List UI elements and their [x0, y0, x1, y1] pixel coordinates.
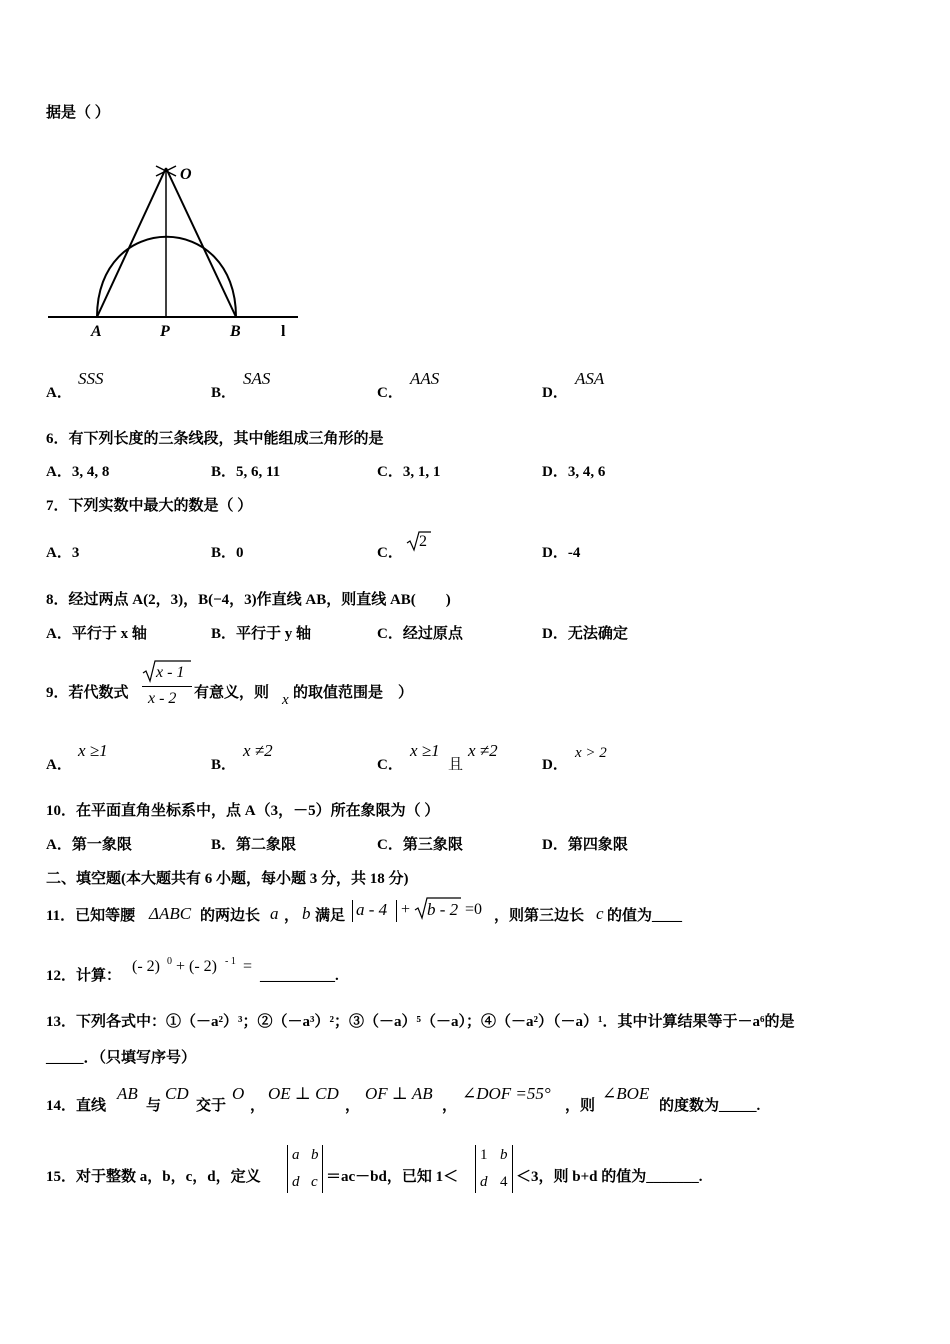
segment-ob [166, 168, 236, 317]
q6-option-c: C．3, 1, 1 [377, 464, 441, 480]
q5-option-a-value: SSS [78, 369, 104, 388]
q11-end: 的值为____ [607, 908, 683, 924]
det2-d: d [480, 1174, 488, 1190]
q14-end: 的度数为_____. [659, 1098, 761, 1114]
q15-prefix: 15．对于整数 a，b，c，d，定义 [46, 1169, 261, 1185]
q14-ab: AB [117, 1084, 138, 1103]
q7-sqrt-arg: 2 [419, 533, 427, 550]
q9-stem-prefix: 9．若代数式 [46, 685, 129, 701]
q9-option-c-value2: x ≠2 [468, 741, 498, 760]
q12-prefix: 12．计算： [46, 968, 122, 984]
q7-option-d: D．-4 [542, 545, 581, 561]
q13-line1: 13．下列各式中：①（－a²）³；②（－a³）²；③（－a）⁵（－a）；④（－a²）（－a）¹．其中计算结果等于－a⁶的是 [46, 1014, 795, 1030]
q5-option-c-letter: C． [377, 385, 403, 401]
q14-intersect: 交于 [196, 1098, 227, 1114]
q9-var: x [282, 692, 289, 708]
q10-option-b: B．第二象限 [211, 837, 297, 853]
q8-option-a: A．平行于 x 轴 [46, 626, 147, 642]
label-p: P [160, 323, 170, 340]
q5-option-c-value: AAS [410, 369, 440, 388]
q12-exp2: - 1 [225, 956, 236, 967]
q9-denominator: x - 2 [148, 690, 177, 707]
q10-option-d: D．第四象限 [542, 837, 628, 853]
q6-option-b: B．5, 6, 11 [211, 464, 281, 480]
q11-triangle: ΔABC [149, 904, 192, 923]
q9-option-d-letter: D． [542, 757, 568, 773]
q14-perp1: OE ⊥ CD [268, 1084, 339, 1103]
q5-option-d-letter: D． [542, 385, 568, 401]
q7-stem: 7．下列实数中最大的数是（ ） [46, 498, 253, 514]
q8-option-c: C．经过原点 [377, 626, 463, 642]
det2-bar-left [475, 1145, 476, 1193]
q11-suffix: ，则第三边长 [494, 908, 585, 924]
q8-option-d: D．无法确定 [542, 626, 628, 642]
q5-option-b-value: SAS [243, 369, 271, 388]
q7-option-c: C． [377, 545, 403, 561]
q12-expr1: (- 2) [132, 958, 160, 975]
q6-stem: 6．有下列长度的三条线段，其中能组成三角形的是 [46, 431, 384, 447]
q9-stem-mid: 有意义，则 [194, 685, 270, 701]
q12-blank: __________. [260, 968, 339, 984]
q12-eq: = [243, 958, 253, 975]
q12-exp1: 0 [167, 956, 172, 967]
q9-option-b-value: x ≠2 [243, 741, 273, 760]
label-a: A [91, 323, 102, 340]
q9-option-a-value: x ≥1 [78, 741, 108, 760]
det2-b: b [500, 1147, 508, 1163]
q11-abs-content: a - 4 [356, 900, 388, 919]
det1-a: a [292, 1147, 300, 1163]
q11-c: c [596, 904, 604, 923]
q15-end: ＜3，则 b+d 的值为_______. [516, 1169, 703, 1185]
q5-option-b-letter: B． [211, 385, 237, 401]
q6-option-d: D．3, 4, 6 [542, 464, 606, 480]
q11-sep: ， [284, 908, 300, 924]
q9-option-b-letter: B． [211, 757, 237, 773]
q14-comma2: ， [345, 1098, 361, 1114]
det1-c: c [311, 1174, 318, 1190]
det1-bar-right [322, 1145, 323, 1193]
abs-bar-right [396, 900, 397, 922]
det2-4: 4 [500, 1174, 508, 1190]
q14-o: O [232, 1084, 245, 1103]
q8-stem: 8．经过两点 A(2，3)，B(−4，3)作直线 AB，则直线 AB( ) [46, 592, 451, 608]
fraction-bar [142, 686, 192, 687]
q15-mid: ＝ac－bd，已知 1＜ [326, 1169, 459, 1185]
q11-prefix: 11．已知等腰 [46, 908, 136, 924]
q8-option-b: B．平行于 y 轴 [211, 626, 312, 642]
q5-figure [40, 140, 310, 345]
q11-b: b [302, 904, 311, 923]
q13-line2: _____．（只填写序号） [46, 1050, 197, 1066]
section-heading: 二、填空题(本大题共有 6 小题，每小题 3 分，共 18 分) [46, 871, 409, 887]
det2-1: 1 [480, 1147, 488, 1163]
segment-oa [97, 168, 166, 317]
q14-boe: ∠BOE [602, 1084, 650, 1103]
q11-eq: =0 [465, 901, 483, 918]
q9-option-c-value: x ≥1 [410, 741, 440, 760]
q10-option-a: A．第一象限 [46, 837, 132, 853]
q11-mid1: 的两边长 [200, 908, 261, 924]
q7-option-b: B．0 [211, 545, 244, 561]
q10-option-c: C．第三象限 [377, 837, 463, 853]
q9-stem-suffix: 的取值范围是 ） [293, 685, 414, 701]
q9-option-c-joiner: 且 [448, 757, 464, 773]
q11-plus: + [401, 901, 411, 918]
label-b: B [230, 323, 241, 340]
q10-stem: 10．在平面直角坐标系中，点 A（3，－5）所在象限为（ ） [46, 803, 440, 819]
q11-mid2: 满足 [315, 908, 346, 924]
label-l: l [281, 323, 286, 340]
q5-option-a-letter: A． [46, 385, 72, 401]
det1-d: d [292, 1174, 300, 1190]
q14-cd: CD [165, 1084, 189, 1103]
q9-option-d-value: x > 2 [575, 745, 607, 761]
det1-bar-left [287, 1145, 288, 1193]
abs-bar-left [352, 900, 353, 922]
q6-option-a: A．3, 4, 8 [46, 464, 110, 480]
q5-option-d-value: ASA [575, 369, 605, 388]
q12-plus: + (- 2) [176, 958, 218, 975]
q14-angle: ∠DOF =55° [462, 1084, 551, 1103]
q14-and: 与 [146, 1098, 162, 1114]
det1-b: b [311, 1147, 319, 1163]
q14-then: ，则 [565, 1098, 596, 1114]
q14-comma1: ， [250, 1098, 266, 1114]
q11-sqrt-content: b - 2 [427, 900, 459, 919]
q9-numerator: x - 1 [156, 664, 185, 681]
q11-a: a [270, 904, 279, 923]
det2-bar-right [512, 1145, 513, 1193]
q9-option-a-letter: A． [46, 757, 72, 773]
q14-comma3: ， [442, 1098, 458, 1114]
q7-option-a: A．3 [46, 545, 80, 561]
label-o: O [180, 166, 192, 183]
q9-option-c-letter: C． [377, 757, 403, 773]
q14-prefix: 14．直线 [46, 1098, 107, 1114]
q14-perp2: OF ⊥ AB [365, 1084, 433, 1103]
q5-stem-tail: 据是（ ） [46, 105, 110, 121]
